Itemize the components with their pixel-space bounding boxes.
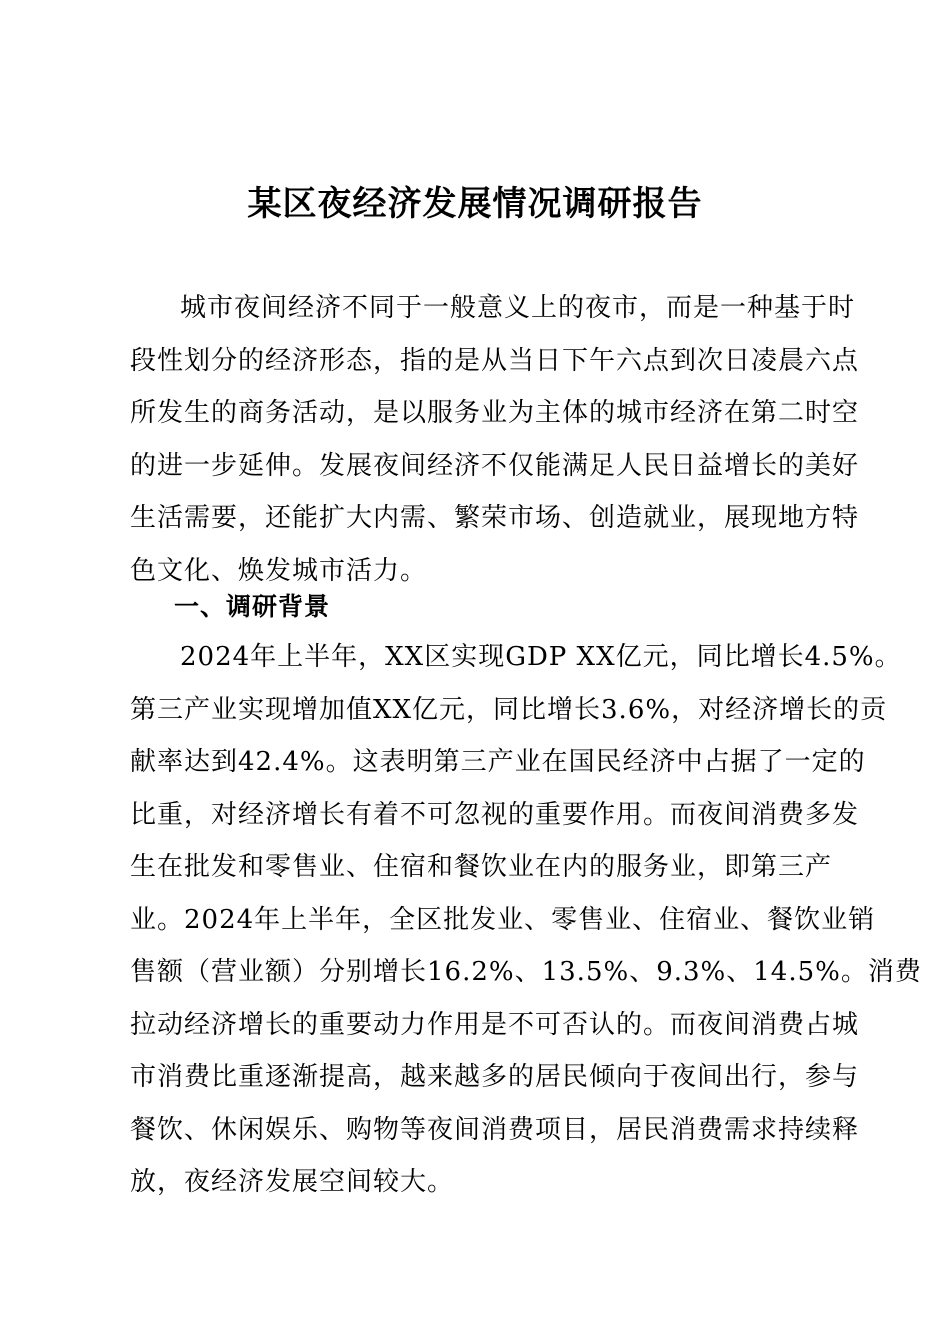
section-line: 生在批发和零售业、住宿和餐饮业在内的服务业，即第三产 bbox=[130, 852, 833, 882]
section-line: 餐饮、休闲娱乐、购物等夜间消费项目，居民消费需求持续释 bbox=[130, 1114, 860, 1145]
intro-line: 段性划分的经济形态，指的是从当日下午六点到次日凌晨六点 bbox=[130, 345, 860, 376]
section-line: 拉动经济增长的重要动力作用是不可否认的。而夜间消费占城 bbox=[130, 1009, 860, 1040]
section-heading-text: 一、调研背景 bbox=[174, 592, 331, 621]
section-line: 2024年上半年，XX区实现GDP XX亿元，同比增长4.5%。 bbox=[180, 642, 902, 672]
intro-line: 生活需要，还能扩大内需、繁荣市场、创造就业，展现地方特 bbox=[130, 503, 860, 533]
section-line: 业。2024年上半年，全区批发业、零售业、住宿业、餐饮业销 bbox=[130, 904, 876, 935]
intro-line: 色文化、焕发城市活力。 bbox=[130, 555, 428, 586]
document-title: 某区夜经济发展情况调研报告 bbox=[247, 184, 703, 224]
intro-line: 所发生的商务活动，是以服务业为主体的城市经济在第二时空 bbox=[130, 398, 860, 428]
section-paragraph bbox=[130, 631, 922, 1209]
intro-line: 城市夜间经济不同于一般意义上的夜市，而是一种基于时 bbox=[180, 293, 856, 323]
section-line: 放，夜经济发展空间较大。 bbox=[130, 1167, 455, 1197]
section-heading bbox=[130, 581, 832, 634]
section-line: 售额（营业额）分别增长16.2%、13.5%、9.3%、14.5%。消费 bbox=[130, 957, 922, 987]
section-line: 第三产业实现增加值XX亿元，同比增长3.6%，对经济增长的贡 bbox=[130, 694, 888, 725]
intro-line: 的进一步延伸。发展夜间经济不仅能满足人民日益增长的美好 bbox=[130, 450, 860, 481]
section-line: 献率达到42.4%。这表明第三产业在国民经济中占据了一定的 bbox=[130, 747, 866, 777]
section-line: 市消费比重逐渐提高，越来越多的居民倾向于夜间出行，参与 bbox=[130, 1062, 860, 1092]
section-line: 比重，对经济增长有着不可忽视的重要作用。而夜间消费多发 bbox=[130, 799, 860, 830]
intro-paragraph bbox=[130, 282, 860, 597]
